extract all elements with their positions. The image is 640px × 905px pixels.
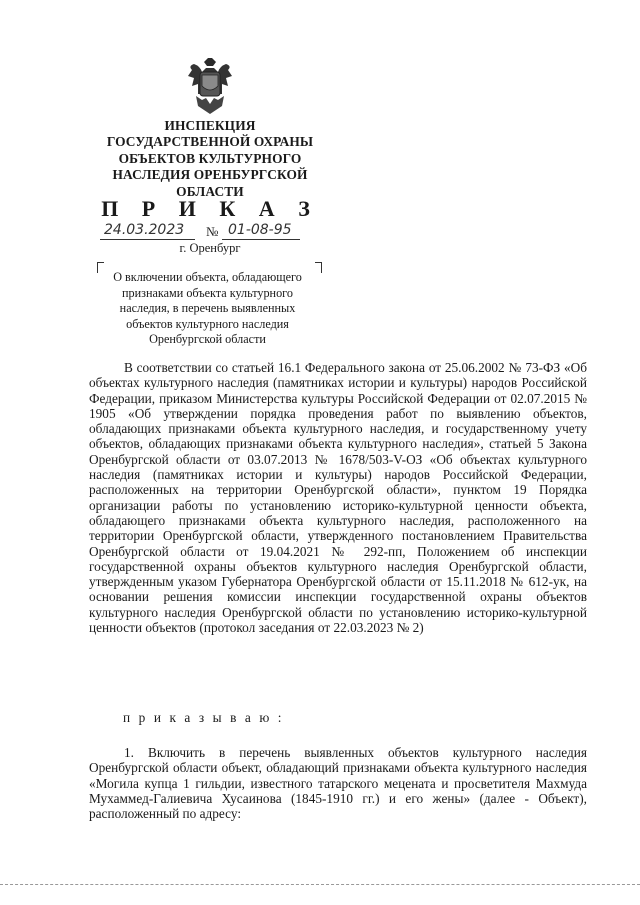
subject-line: признаками объекта культурного [122, 285, 293, 300]
coat-of-arms-icon [186, 58, 234, 116]
org-line: ГОСУДАРСТВЕННОЙ ОХРАНЫ [106, 134, 314, 150]
org-line: ОБЛАСТИ [176, 183, 244, 199]
order-number: 01-08-95 [228, 222, 292, 238]
order-item-1: 1. Включить в перечень выявленных объектов культурного наследия Оренбургской области объект, обладающий признаками объекта культурного наследия «Могила купца 1 гильдии, известного татарского мецената и просветителя Махмуда Мухаммед-Галиевича Хусаинова (1845-1910 гг.) и его жены» (далее - Объект), расположенный по адресу: [89, 745, 587, 822]
org-line: НАСЛЕДИЯ ОРЕНБУРГСКОЙ [112, 167, 308, 183]
subject-bracket-right [315, 262, 322, 273]
order-word: п р и к а з ы в а ю : [123, 710, 285, 725]
preamble-paragraph: В соответствии со статьей 16.1 Федерального закона от 25.06.2002 № 73-ФЗ «Об объектах культурного наследия (памятниках истории и культуры) народов Российской Федерации, приказом Министерства культуры Российской Федерации от 02.07.2015 № 1905 «Об утверждении порядка проведения работ по выявлению объектов, обладающих признаками объекта культурного наследия, и государственному учету объектов, обладающих признаками объекта культурного наследия», статьей 5 Закона Оренбургской области от 03.07.2013 № 1678/503-V-ОЗ «Об объектах культурного наследия (памятниках истории и культуры) народов Российской Федерации, расположенных на территории Оренбургской области», пунктом 19 Порядка организации работы по установлению историко-культурной ценности объекта, обладающего признаками объекта культурного наследия, расположенного на территории Оренбургской области, утвержденного постановлением Правительства Оренбургской области от 19.04.2021 № 292-пп, Положением об инспекции государственной охраны объектов культурного наследия Оренбургской области, утвержденным указом Губернатора Оренбургской области от 15.11.2018 № 612-ук, на основании решения комиссии инспекции государственной охраны объектов культурного наследия Оренбургской области по установлению историко-культурной ценности объектов (протокол заседания от 22.03.2023 № 2) [89, 360, 587, 636]
city: г. Оренбург [179, 241, 241, 255]
subject-line: Оренбургской области [149, 332, 266, 346]
issuing-authority [80, 118, 340, 200]
subject-line: объектов культурного наследия [126, 316, 289, 331]
document-type-title: П Р И К А З [101, 196, 319, 221]
number-underline [222, 239, 300, 240]
order-date: 24.03.2023 [104, 222, 185, 238]
subject-line: О включении объекта, обладающего [113, 270, 302, 284]
order-subject [100, 270, 315, 348]
org-line: ОБЪЕКТОВ КУЛЬТУРНОГО [118, 150, 302, 166]
number-sign: № [206, 224, 219, 239]
subject-line: наследия, в перечень выявленных [119, 301, 296, 315]
org-line: ИНСПЕКЦИЯ [164, 118, 256, 133]
date-underline [100, 239, 195, 240]
page-edge-line [0, 884, 640, 885]
